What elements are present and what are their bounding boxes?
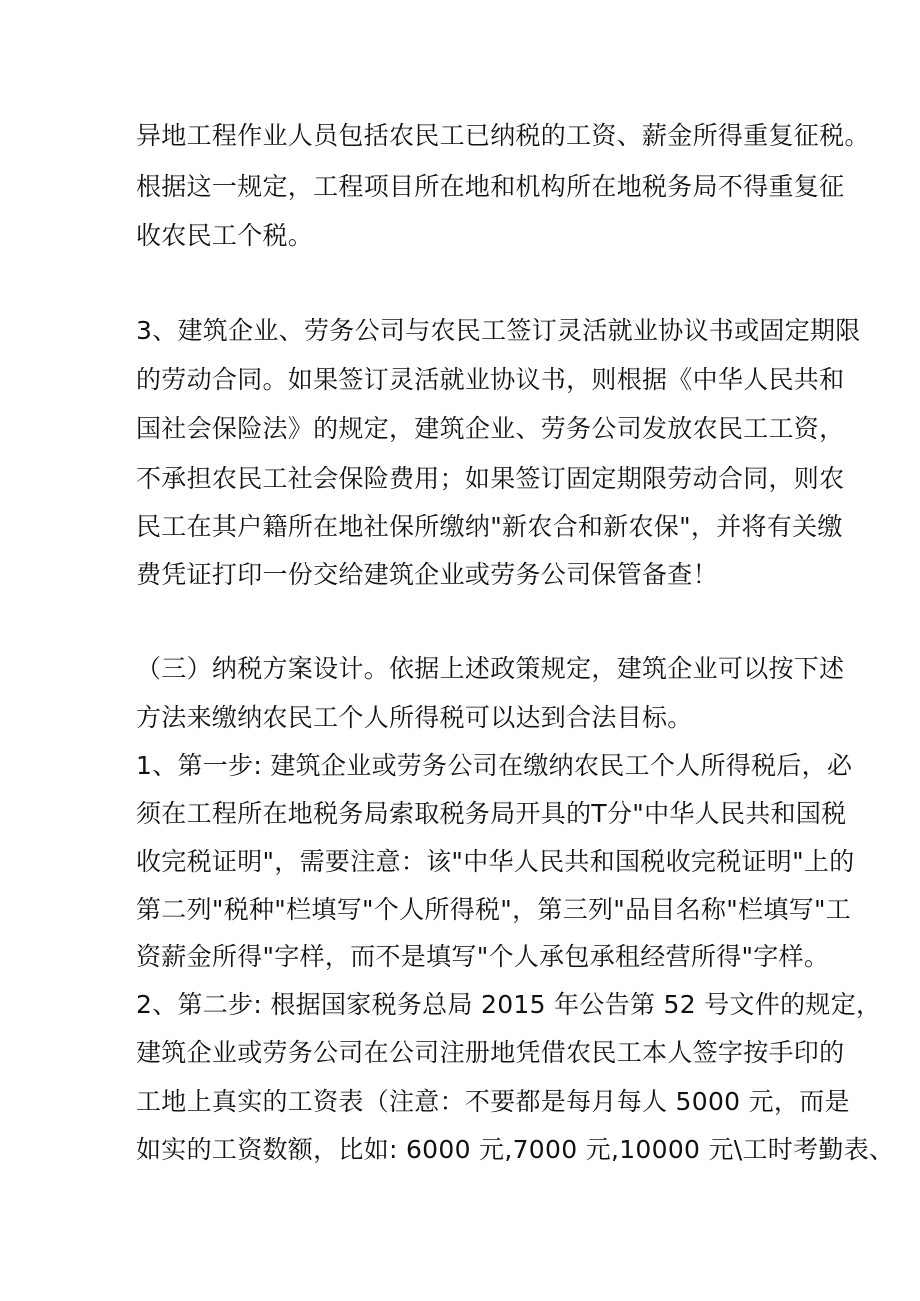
paragraph-3-line-5: 收完税证明"，需要注意：该"中华人民共和国税收完税证明"上的 bbox=[136, 847, 855, 876]
paragraph-2-line-3: 国社会保险法》的规定，建筑企业、劳务公司发放农民工工资， bbox=[136, 414, 845, 443]
paragraph-3-line-3: 1、第一步: 建筑企业或劳务公司在缴纳农民工个人所得税后，必 bbox=[136, 751, 853, 780]
paragraph-2-line-1: 3、建筑企业、劳务公司与农民工签订灵活就业协议书或固定期限 bbox=[136, 316, 861, 345]
paragraph-2-line-2: 的劳动合同。如果签订灵活就业协议书，则根据《中华人民共和 bbox=[136, 365, 845, 394]
paragraph-3-line-9: 建筑企业或劳务公司在公司注册地凭借农民工本人签字按手印的 bbox=[136, 1038, 845, 1067]
paragraph-1-line-1: 异地工程作业人员包括农民工已纳税的工资、薪金所得重复征税。 bbox=[136, 121, 870, 150]
paragraph-2-line-6: 费凭证打印一份交给建筑企业或劳务公司保管备查！ bbox=[136, 560, 718, 589]
paragraph-3-line-6: 第二列"税种"栏填写"个人所得税"，第三列"品目名称"栏填写"工 bbox=[136, 895, 852, 924]
paragraph-2-line-5: 民工在其户籍所在地社保所缴纳"新农合和新农保"，并将有关缴 bbox=[136, 512, 843, 541]
paragraph-3-line-4: 须在工程所在地税务局索取税务局开具的T分"中华人民共和国税 bbox=[136, 799, 847, 828]
paragraph-3-line-10: 工地上真实的工资表（注意：不要都是每月每人 5000 元，而是 bbox=[136, 1087, 850, 1116]
paragraph-3-line-11: 如实的工资数额，比如: 6000 元,7000 元,10000 元\工时考勤表、 bbox=[136, 1135, 895, 1164]
paragraph-2-line-4: 不承担农民工社会保险费用；如果签订固定期限劳动合同，则农 bbox=[136, 464, 845, 493]
paragraph-3-line-8: 2、第二步: 根据国家税务总局 2015 年公告第 52 号文件的规定， bbox=[136, 990, 882, 1019]
paragraph-3-line-1: （三）纳税方案设计。依据上述政策规定，建筑企业可以按下述 bbox=[136, 654, 845, 683]
paragraph-3-line-7: 资薪金所得"字样，而不是填写"个人承包承租经营所得"字样。 bbox=[136, 942, 830, 971]
paragraph-1-line-3: 收农民工个税。 bbox=[136, 221, 314, 250]
paragraph-1-line-2: 根据这一规定，工程项目所在地和机构所在地税务局不得重复征 bbox=[136, 172, 845, 201]
paragraph-3-line-2: 方法来缴纳农民工个人所得税可以达到合法目标。 bbox=[136, 703, 693, 732]
